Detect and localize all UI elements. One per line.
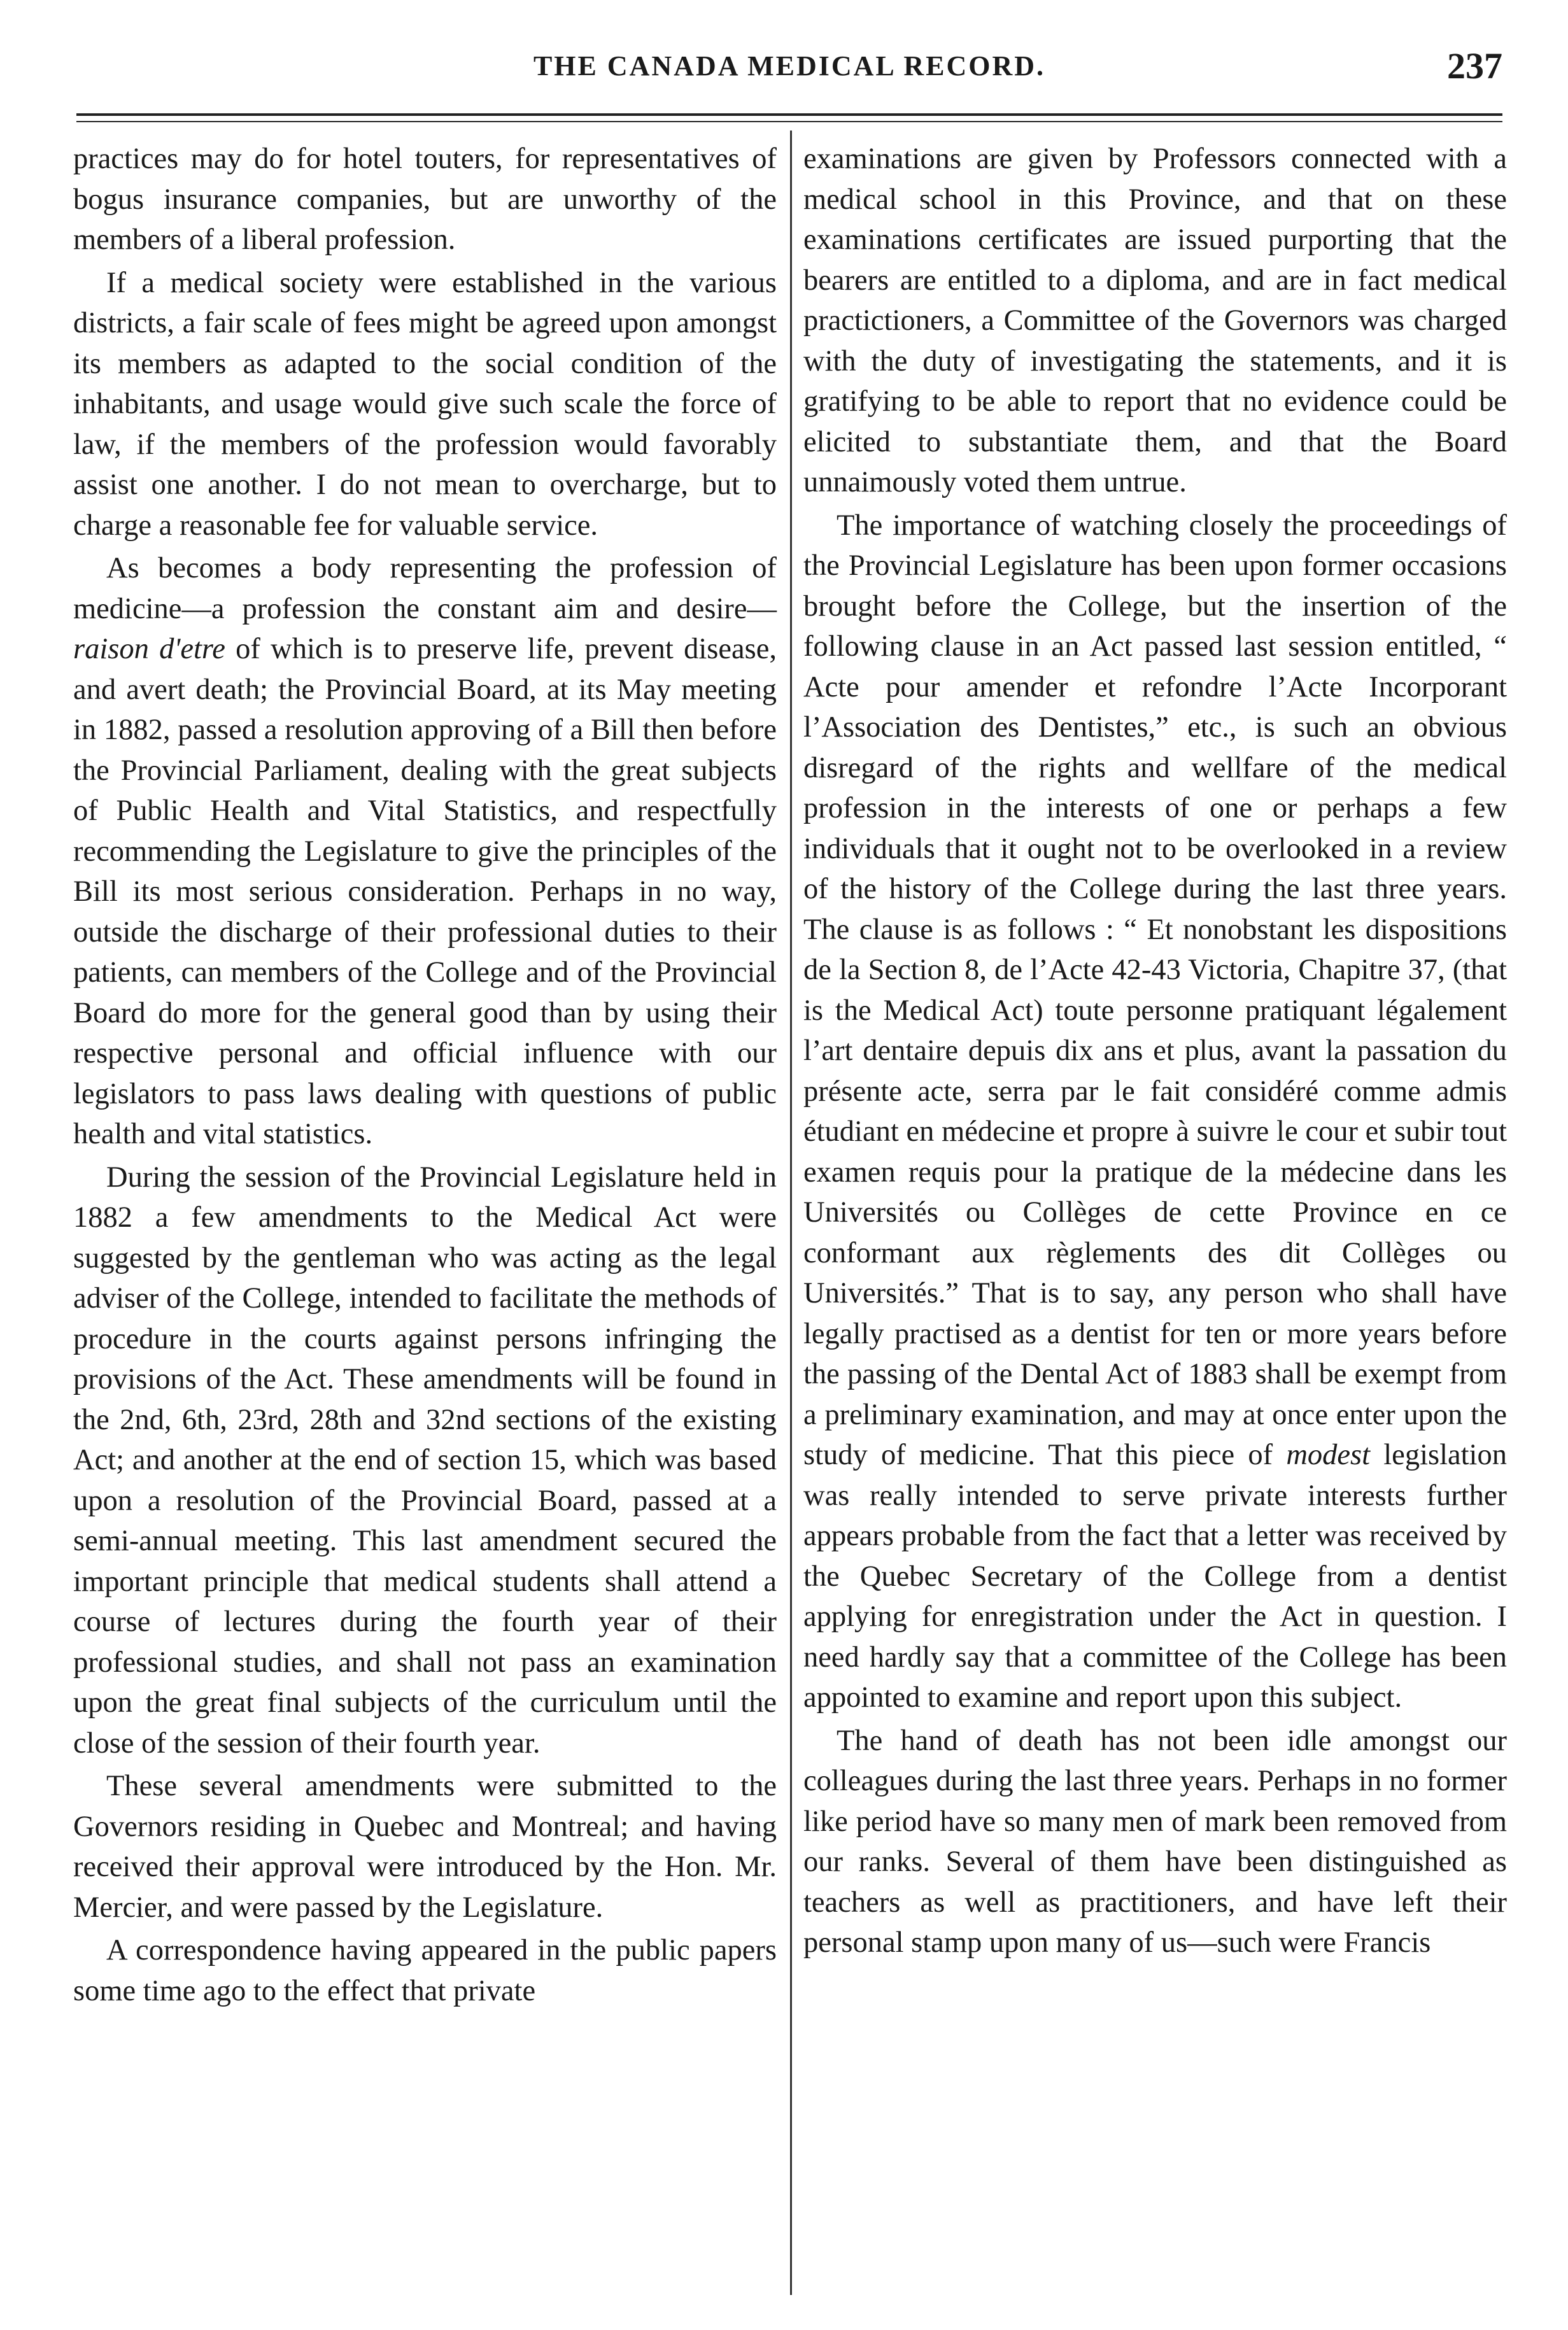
paragraph-text: legislation was really intended to serve private interests further appears probable from the fact that a letter was received by the Quebec Secretary of the College from a dentist applying for enregistration under the Act in question. I need hardly say that a committee of the College has been appointed to examine and report upon this subject. <box>803 1439 1507 1714</box>
paragraph: The hand of death has not been idle amongst our colleagues during the last three years. Perhaps in no former like period have so many men of mark been removed from our ranks. Several of them have been distinguished as teachers as well as practitioners, and have left their personal stamp upon many of us—such were Francis <box>803 1724 1507 1959</box>
italic-phrase: raison d'etre <box>73 633 225 665</box>
paragraph-text: The importance of watching closely the proceedings of the Provincial Legislature has been upon former occasions brought before the College, but the insertion of the following clause in an Act passed last session entitled, “ Acte pour amender et refondre l’Acte Incorporant l’Association des Dentistes,” etc., is such an obvious disregard of the rights and wellfare of the medical profession in the interests of one or perhaps a few individuals that it ought not to be overlooked in a review of the history of the College during the last three years. The clause is as follows : “ Et nonobstant les dispositions de la Section 8, de l’Acte 42-43 Victoria, Chapitre 37, (that is the Medical Act) toute personne pratiquant légalement l’art dentaire depuis dix ans et plus, avant la passation du présente acte, serra par le fait considéré comme admis étudiant en médecine et propre à suivre le cour et subir tout examen requis pour la pratique de la médecine dans les Universités ou Collèges de cette Province en ce conformant aux règlements des dit Collèges ou Universités.” That is to say, any person who shall have legally practised as a dentist for ten or more years before the passing of the Dental Act of 1883 shall be exempt from a preliminary examination, and may at once enter upon the study of medicine. That this piece of <box>803 509 1507 1471</box>
paragraph: examinations are given by Professors connected with a medical school in this Province, and that on these examinations certificates are issued purporting that the bearers are entitled to a diploma, and are in fact medical practictioners, a Committee of the Governors was charged with the duty of investigating the statements, and it is gratifying to be able to report that no evidence could be elicited to substantiate them, and that the Board unnaimously voted them untrue. <box>803 143 1507 498</box>
paragraph: During the session of the Provincial Legislature held in 1882 a few amendments to the Medical Act were suggested by the gentleman who was acting as the legal adviser of the College, intended to facilitate the methods of procedure in the courts against persons infringing the provisions of the Act. These amendments will be found in the 2nd, 6th, 23rd, 28th and 32nd sections of the existing Act; and another at the end of section 15, which was based upon a resolution of the Provincial Board, passed at a semi-annual meeting. This last amendment secured the important principle that medical students shall attend a course of lectures during the fourth year of their professional studies, and shall not pass an examination upon the great final subjects of the curriculum until the close of the session of their fourth year. <box>73 1161 777 1760</box>
paragraph: If a medical society were established in the various districts, a fair scale of fees might be agreed upon amongst its members as adapted to the social condition of the inhabitants, and usage would give such scale the force of law, if the members of the profession would favorably assist one another. I do not mean to overcharge, but to charge a reasonable fee for valuable service. <box>73 266 777 542</box>
paragraph: These several amendments were submitted to the Governors residing in Quebec and Montreal; and having received their approval were introduced by the Hon. Mr. Mercier, and were passed by the Legislature. <box>73 1770 777 1924</box>
header-rule-thin <box>76 121 1502 122</box>
paragraph-text: As becomes a body representing the profession of medicine—a profession the constant aim and desire— <box>73 552 777 625</box>
paragraph <box>73 548 777 1155</box>
page-number: 237 <box>1447 45 1502 87</box>
column-divider <box>790 131 792 2295</box>
paragraph <box>803 505 1507 1718</box>
page-header <box>76 45 1502 108</box>
paragraph: A correspondence having appeared in the public papers some time ago to the effect that private <box>73 1934 777 2007</box>
paragraph-text: of which is to preserve life, prevent disease, and avert death; the Provincial Board, at its May meeting in 1882, passed a resolution approving of a Bill then before the Provincial Parliament, dealing with the great subjects of Public Health and Vital Statistics, and respectfully recommending the Legislature to give the principles of the Bill its most serious consideration. Perhaps in no way, outside the discharge of their professional duties to their patients, can members of the College and of the Provincial Board do more for the general good than by using their respective personal and official influence with our legislators to pass laws dealing with questions of public health and vital statistics. <box>73 633 777 1150</box>
left-column <box>73 139 777 2014</box>
running-title: THE CANADA MEDICAL RECORD. <box>533 50 1046 81</box>
header-rule <box>76 113 1502 116</box>
paragraph: practices may do for hotel touters, for representatives of bogus insurance companies, but are unworthy of the members of a liberal profession. <box>73 143 777 256</box>
right-column <box>803 139 1507 1966</box>
italic-word: modest <box>1286 1439 1371 1471</box>
